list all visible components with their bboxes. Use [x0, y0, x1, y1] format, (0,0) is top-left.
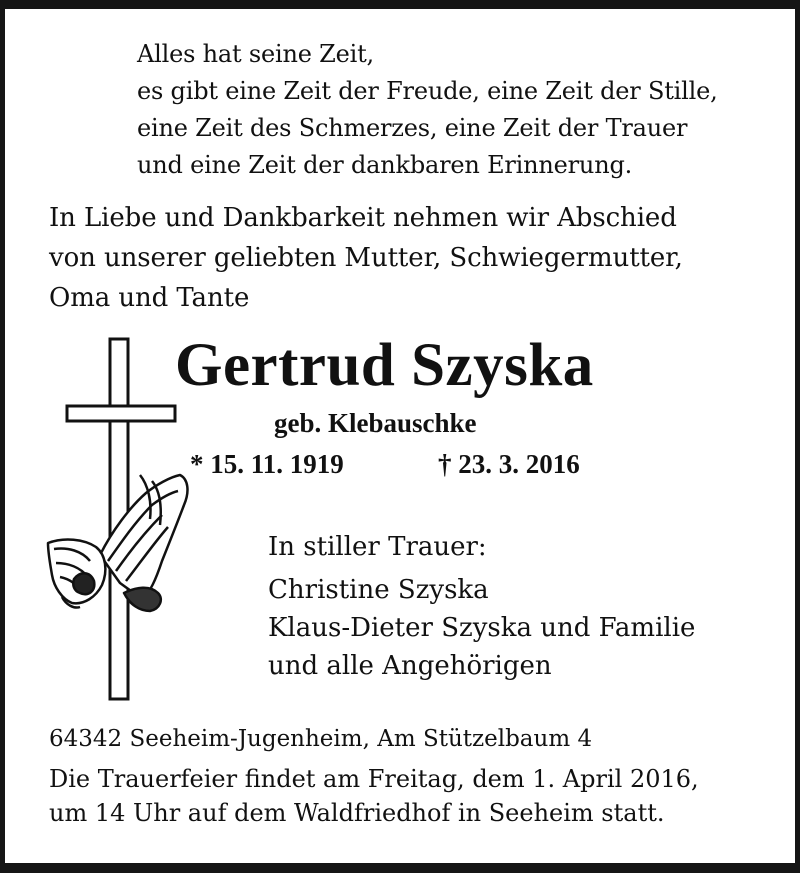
- poem: [137, 36, 718, 184]
- mourner-name: Klaus-Dieter Szyska und Familie: [268, 613, 696, 643]
- mourner-name: Christine Szyska: [268, 575, 489, 605]
- mourners-heading: In stiller Trauer:: [268, 532, 487, 562]
- intro-line: Oma und Tante: [49, 283, 250, 313]
- mourners: [268, 528, 695, 685]
- poem-line: eine Zeit des Schmerzes, eine Zeit der Trauer: [137, 114, 688, 142]
- death-date: † 23. 3. 2016: [438, 449, 580, 479]
- ceremony-line: Die Trauerfeier findet am Freitag, dem 1. April 2016,: [49, 765, 699, 793]
- intro-line: In Liebe und Dankbarkeit nehmen wir Abschied: [49, 203, 677, 233]
- ceremony-info: [49, 762, 699, 830]
- mourner-name: und alle Angehörigen: [268, 651, 552, 681]
- address: 64342 Seeheim-Jugenheim, Am Stützelbaum 4: [49, 726, 593, 752]
- birth-name: geb. Klebauschke: [274, 408, 477, 438]
- poem-line: und eine Zeit der dankbaren Erinnerung.: [137, 151, 633, 179]
- ceremony-line: um 14 Uhr auf dem Waldfriedhof in Seeheim statt.: [49, 799, 665, 827]
- deceased-name: Gertrud Szyska: [175, 332, 594, 399]
- intro-text: [49, 198, 683, 318]
- birth-date: * 15. 11. 1919: [190, 449, 344, 479]
- poem-line: es gibt eine Zeit der Freude, eine Zeit der Stille,: [137, 77, 718, 105]
- intro-line: von unserer geliebten Mutter, Schwiegermutter,: [49, 243, 683, 273]
- poem-line: Alles hat seine Zeit,: [137, 40, 374, 68]
